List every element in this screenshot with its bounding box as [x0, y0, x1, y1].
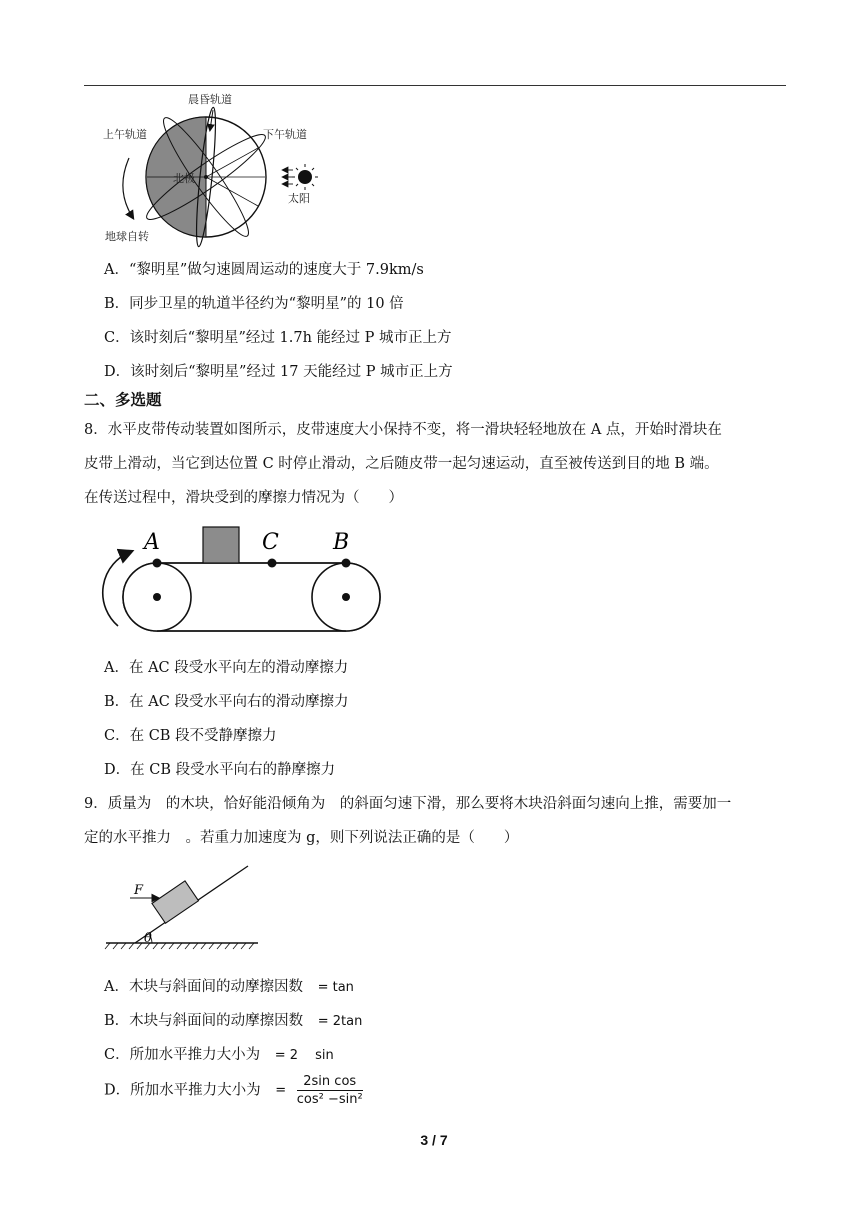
q9-option-d-numerator: 2sin cos: [297, 1074, 363, 1091]
sun-icon: [298, 170, 312, 184]
q8-option-b: B．在 AC 段受水平向右的滑动摩擦力: [104, 694, 349, 710]
q7-option-c: C．该时刻后“黎明星”经过 1.7h 能经过 P 城市正上方: [104, 330, 452, 346]
q9-option-d: [104, 1074, 363, 1107]
q9-option-b-text: B．木块与斜面间的动摩擦因数: [104, 1013, 304, 1029]
q7-option-b: B．同步卫星的轨道半径约为“黎明星”的 10 倍: [104, 296, 404, 312]
label-force: F: [134, 883, 144, 898]
label-afternoon-orbit: 下午轨道: [263, 128, 307, 141]
label-angle: θ: [144, 931, 152, 946]
q9-option-d-text: D．所加水平推力大小为: [104, 1082, 261, 1099]
label-c: C: [262, 530, 279, 555]
label-north-pole: 北极: [173, 172, 195, 185]
q9-text-line-1: 9．质量为 的木块，恰好能沿倾角为 的斜面匀速下滑，那么要将木块沿斜面匀速向上推，需要加一: [84, 796, 732, 812]
q8-text-line-3: 在传送过程中，滑块受到的摩擦力情况为（ ）: [84, 490, 403, 506]
label-dawn-orbit: 晨昏轨道: [188, 93, 232, 106]
point-a: [153, 559, 162, 568]
label-morning-orbit: 上午轨道: [103, 128, 147, 141]
point-c: [268, 559, 277, 568]
q8-text-line-1: 8．水平皮带传动装置如图所示，皮带速度大小保持不变，将一滑块轻轻地放在 A 点，开始时滑块在: [84, 422, 722, 438]
q9-option-b: [104, 1009, 362, 1030]
q9-option-d-denominator: cos² −sin²: [296, 1092, 363, 1107]
label-earth-rotation: 地球自转: [105, 230, 149, 243]
q8-option-d: D．在 CB 段受水平向右的静摩擦力: [104, 762, 336, 778]
wooden-block: [152, 881, 199, 923]
q7-option-a: A．“黎明星”做匀速圆周运动的速度大于 7.9km/s: [104, 262, 424, 278]
section-title: 二、多选题: [84, 390, 162, 409]
point-b: [342, 559, 351, 568]
q9-option-c-text: C．所加水平推力大小为: [104, 1047, 261, 1063]
label-a: A: [144, 530, 160, 555]
q9-option-a: [104, 975, 354, 996]
q9-option-c-expr: = 2 sin: [274, 1048, 334, 1063]
conveyor-belt-figure: [100, 522, 390, 640]
page-number: 3 / 7: [420, 1132, 448, 1148]
incline-figure: [100, 860, 265, 955]
q8-text-line-2: 皮带上滑动，当它到达位置 C 时停止滑动，之后随皮带一起匀速运动，直至被传送到目的地 B 端。: [84, 456, 719, 472]
q8-option-c: C．在 CB 段不受静摩擦力: [104, 728, 277, 744]
q9-option-b-expr: = 2tan: [317, 1014, 363, 1029]
label-b: B: [333, 530, 350, 555]
q9-option-d-eq: =: [275, 1083, 287, 1098]
slider-block: [203, 527, 239, 563]
q9-option-a-expr: = tan: [317, 980, 354, 995]
label-sun: 太阳: [288, 192, 310, 205]
q9-text-line-2: 定的水平推力 。若重力加速度为 g，则下列说法正确的是（ ）: [84, 830, 519, 846]
q9-option-a-text: A．木块与斜面间的动摩擦因数: [104, 979, 303, 995]
header-rule: [84, 85, 786, 86]
q7-option-d: D．该时刻后“黎明星”经过 17 天能经过 P 城市正上方: [104, 364, 453, 380]
orbit-figure: [95, 90, 335, 250]
q9-option-d-fraction: [297, 1074, 363, 1107]
q9-option-c: [104, 1043, 334, 1064]
q8-option-a: A．在 AC 段受水平向左的滑动摩擦力: [104, 660, 349, 676]
